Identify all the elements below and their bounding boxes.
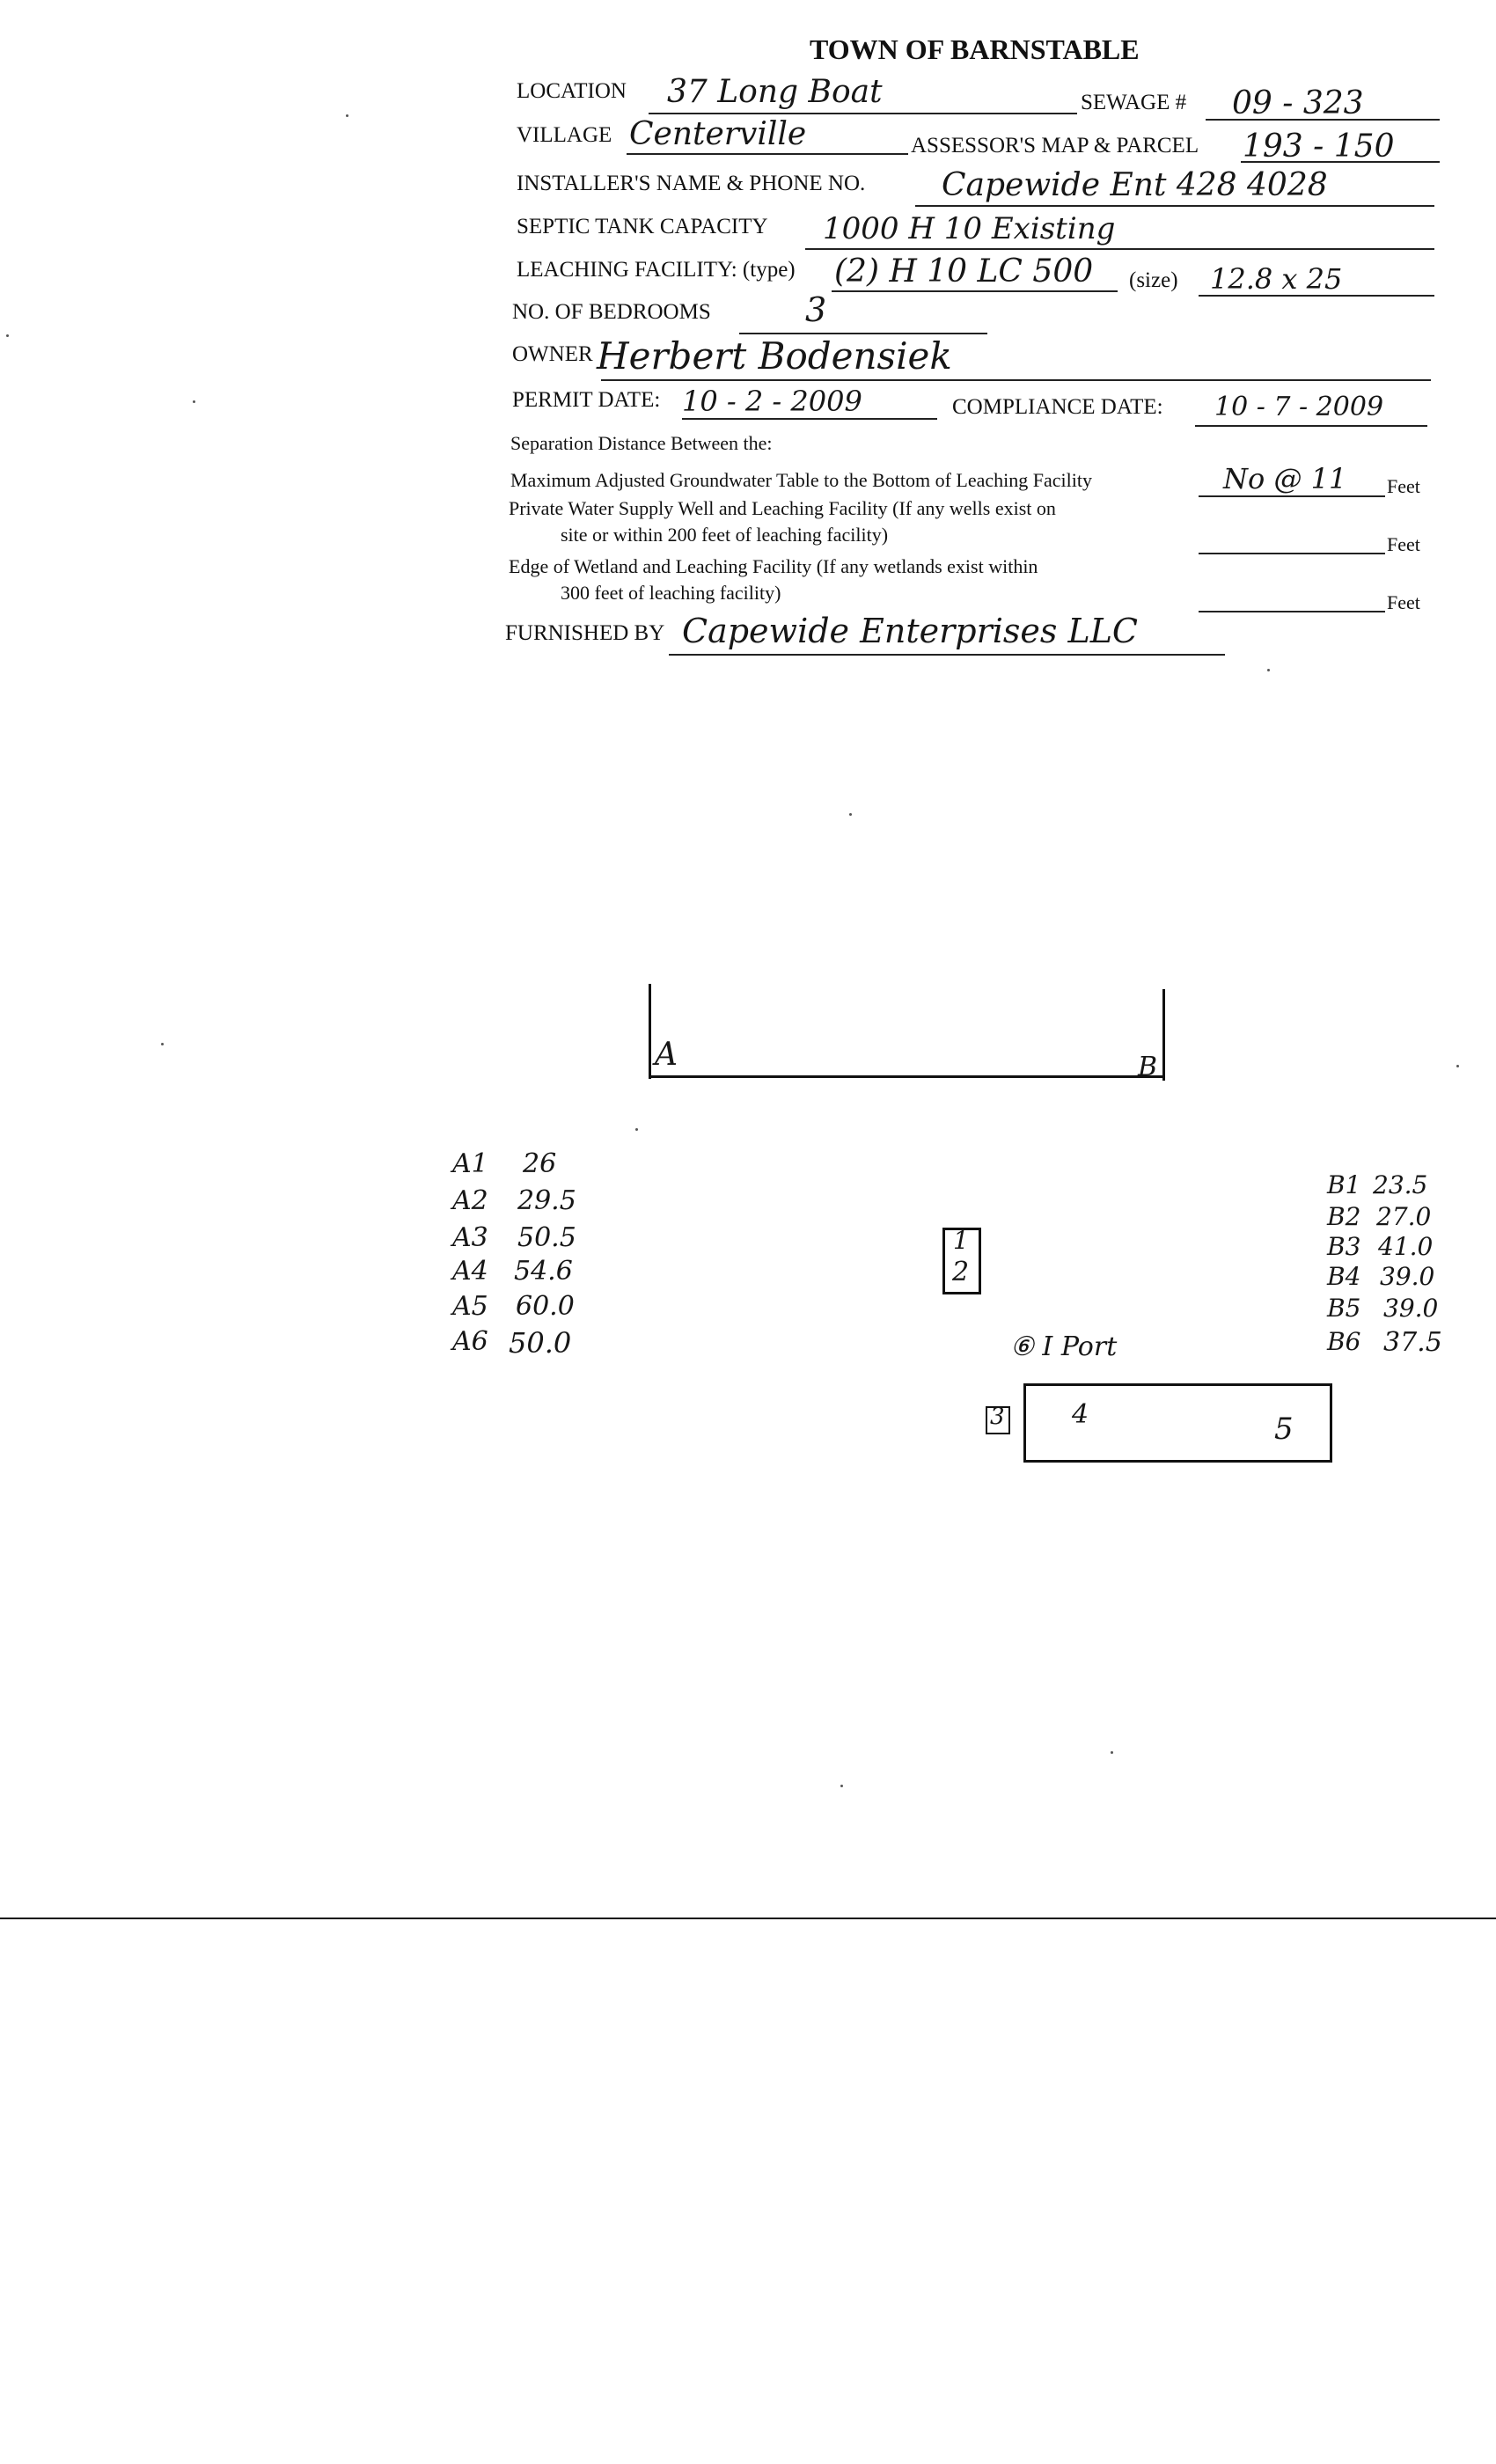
leaching-type-value: (2) H 10 LC 500 [834,253,1094,290]
a1-value: 26 [523,1148,557,1179]
scan-speck [840,1785,843,1787]
port-label: ⑥ I Port [1010,1331,1118,1362]
a4-value: 54.6 [514,1256,573,1287]
a2-value: 29.5 [517,1185,576,1216]
compliance-label: COMPLIANCE DATE: [952,395,1163,419]
separation-heading: Separation Distance Between the: [510,432,773,454]
sep-groundwater-feet: Feet [1387,475,1420,497]
b1-value: 23.5 [1373,1170,1428,1199]
permit-underline [682,418,937,420]
bedrooms-label: NO. OF BEDROOMS [512,300,711,324]
b4-value: 39.0 [1380,1262,1435,1291]
a3-label: A3 [452,1222,488,1253]
septic-value: 1000 H 10 Existing [823,211,1116,246]
a5-label: A5 [452,1291,488,1322]
village-label: VILLAGE [517,123,612,147]
b2-label: B2 [1327,1202,1361,1231]
sep-wetland-underline [1199,611,1385,612]
sewage-value: 09 - 323 [1232,85,1364,121]
b5-value: 39.0 [1383,1294,1439,1323]
a6-label: A6 [452,1326,488,1357]
b4-label: B4 [1327,1262,1361,1291]
scan-speck [1456,1065,1459,1067]
point-a-label: A [655,1037,678,1073]
a4-label: A4 [452,1256,488,1287]
scan-speck [1267,669,1270,671]
page-title: TOWN OF BARNSTABLE [810,33,1140,65]
a5-value: 60.0 [516,1291,575,1322]
trench-right-wall [1162,989,1165,1081]
installer-value: Capewide Ent 428 4028 [942,167,1328,203]
leaching-label: LEACHING FACILITY: (type) [517,258,796,282]
scan-speck [161,1043,164,1045]
septic-underline [805,248,1434,250]
box-label-1: 1 [953,1226,969,1255]
owner-underline [601,379,1431,381]
furnished-label: FURNISHED BY [505,621,665,645]
sep-groundwater-value: No @ 11 [1223,462,1347,495]
permit-label: PERMIT DATE: [512,388,661,412]
septic-label: SEPTIC TANK CAPACITY [517,215,768,238]
sep-well-underline [1199,553,1385,554]
a2-label: A2 [452,1185,488,1216]
furnished-value: Capewide Enterprises LLC [682,612,1139,650]
sep-wetland-feet: Feet [1387,591,1420,613]
sep-wetland-text-2: 300 feet of leaching facility) [561,582,781,604]
installer-underline [915,205,1434,207]
b6-value: 37.5 [1383,1327,1442,1358]
village-value: Centerville [629,116,807,152]
a6-value: 50.0 [509,1326,572,1360]
box-label-2: 2 [952,1257,970,1287]
size-label: (size) [1129,268,1178,292]
leaching-type-underline [832,290,1118,292]
sep-groundwater-text: Maximum Adjusted Groundwater Table to the Bottom of Leaching Facility [510,469,1092,491]
b2-value: 27.0 [1376,1202,1432,1231]
location-label: LOCATION [517,79,627,103]
scan-speck [635,1128,638,1131]
area-label-5: 5 [1274,1412,1294,1447]
sep-wetland-text-1: Edge of Wetland and Leaching Facility (If any wetlands exist within [509,555,1038,577]
b3-label: B3 [1327,1232,1361,1261]
scan-speck [6,334,9,337]
location-value: 37 Long Boat [667,74,883,110]
furnished-underline [669,654,1225,656]
a3-value: 50.5 [517,1222,576,1253]
scan-speck [346,114,348,117]
permit-value: 10 - 2 - 2009 [682,385,862,418]
scan-speck [1111,1751,1113,1754]
installer-label: INSTALLER'S NAME & PHONE NO. [517,172,866,195]
assessor-value: 193 - 150 [1243,128,1395,165]
owner-label: OWNER [512,342,593,366]
area-label-4: 4 [1072,1399,1089,1430]
box-label-3: 3 [990,1404,1005,1430]
sep-well-text-1: Private Water Supply Well and Leaching Facility (If any wells exist on [509,497,1056,519]
sep-well-feet: Feet [1387,533,1420,555]
a1-label: A1 [452,1148,488,1179]
page-bottom-rule [0,1918,1496,1919]
scan-speck [193,400,195,403]
location-underline [649,113,1077,114]
compliance-value: 10 - 7 - 2009 [1214,392,1384,422]
sep-well-text-2: site or within 200 feet of leaching facility) [561,524,889,546]
compliance-underline [1195,425,1427,427]
b3-value: 41.0 [1378,1232,1434,1261]
owner-value: Herbert Bodensiek [597,334,952,378]
assessor-label: ASSESSOR'S MAP & PARCEL [911,134,1199,158]
bedrooms-value: 3 [805,290,827,329]
size-value: 12.8 x 25 [1210,262,1343,296]
sep-groundwater-underline [1199,495,1385,497]
trench-bottom [649,1075,1165,1078]
sewage-label: SEWAGE # [1081,91,1187,114]
trench-left-wall [649,984,651,1079]
point-b-label: B [1138,1052,1158,1082]
b1-label: B1 [1327,1170,1361,1199]
scan-speck [849,813,852,816]
village-underline [627,153,908,155]
b6-label: B6 [1327,1327,1361,1356]
b5-label: B5 [1327,1294,1361,1323]
